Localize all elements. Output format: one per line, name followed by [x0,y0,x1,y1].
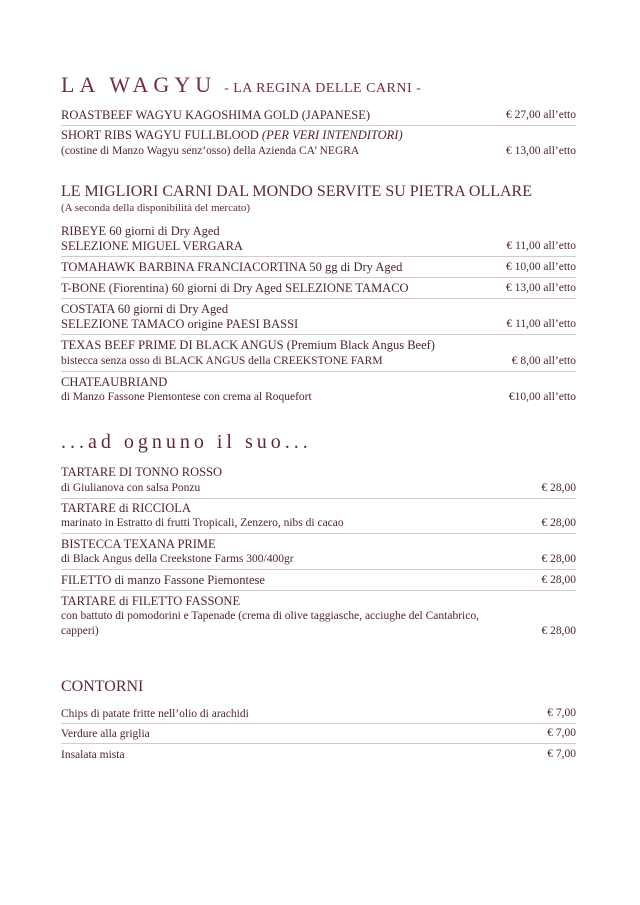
menu-item-price: €10,00 all’etto [508,391,576,403]
divider [61,743,576,744]
carni-note: (A seconda della disponibilità del mercato) [61,202,251,214]
menu-item-price: € 7,00 [547,707,576,719]
contorni-title: CONTORNI [61,678,144,695]
wagyu-title: LA WAGYU [61,72,217,97]
menu-item-description: (costine di Manzo Wagyu senz’osso) della Azienda CA’ NEGRA [61,145,360,157]
divider [61,125,576,126]
menu-item-description: con battuto di pomodorini e Tapenade (crema di olive taggiasche, acciughe del Cantabrico, [61,610,479,622]
menu-item-name: CHATEAUBRIAND [61,375,168,389]
divider [61,334,576,335]
divider [61,371,576,372]
menu-item-price: € 28,00 [541,625,576,637]
divider [61,256,576,257]
menu-item-name: T-BONE (Fiorentina) 60 giorni di Dry Aged SELEZIONE TAMACO [61,281,409,295]
menu-item-name: BISTECCA TEXANA PRIME [61,537,216,551]
menu-item-price: € 8,00 all’etto [511,355,576,367]
divider [61,569,576,570]
carni-title: LE MIGLIORI CARNI DAL MONDO SERVITE SU PIETRA OLLARE [61,183,532,200]
menu-item-name: Chips di patate fritte nell’olio di arachidi [61,708,249,720]
menu-item-description: marinato in Estratto di frutti Tropicali, Zenzero, nibs di cacao [61,517,344,529]
menu-item-description: SELEZIONE MIGUEL VERGARA [61,239,243,253]
menu-item-description: bistecca senza osso di BLACK ANGUS della CREEKSTONE FARM [61,355,383,367]
menu-item-price: € 28,00 [541,553,576,565]
menu-item-description: di Manzo Fassone Piemontese con crema al Roquefort [61,391,312,403]
divider [61,533,576,534]
menu-item-price: € 28,00 [541,517,576,529]
menu-item-name: TARTARE DI TONNO ROSSO [61,465,223,479]
divider [61,277,576,278]
menu-item-name-italic: (PER VERI INTENDITORI) [261,128,403,142]
menu-item-description: di Giulianova con salsa Ponzu [61,482,201,494]
wagyu-subtitle: - LA REGINA DELLE CARNI - [224,81,422,96]
menu-item-description: SELEZIONE TAMACO origine PAESI BASSI [61,317,299,331]
menu-item-name: COSTATA 60 giorni di Dry Aged [61,302,229,316]
menu-item-name: FILETTO di manzo Fassone Piemontese [61,573,265,587]
divider [61,498,576,499]
menu-item-price: € 28,00 [541,574,576,586]
ognuno-title: ...ad ognuno il suo... [61,431,312,453]
menu-item-price: € 13,00 all’etto [506,282,576,294]
menu-item-price: € 10,00 all’etto [506,261,576,273]
menu-item-price: € 11,00 all’etto [506,318,576,330]
menu-item-description: capperi) [61,625,99,637]
menu-item-name: TARTARE di RICCIOLA [61,501,191,515]
menu-item-name [61,128,403,143]
menu-item-name: Verdure alla griglia [61,728,150,740]
menu-item-price: € 7,00 [547,727,576,739]
menu-item-price: € 11,00 all’etto [506,240,576,252]
menu-item-description: di Black Angus della Creekstone Farms 300/400gr [61,553,294,565]
divider [61,723,576,724]
menu-item-name: TOMAHAWK BARBINA FRANCIACORTINA 50 gg di Dry Aged [61,260,403,274]
divider [61,298,576,299]
menu-item-price: € 27,00 all’etto [506,109,576,121]
menu-item-name: TARTARE di FILETTO FASSONE [61,594,241,608]
menu-item-price: € 7,00 [547,748,576,760]
menu-item-name-text: SHORT RIBS WAGYU FULLBLOOD [61,128,259,142]
menu-item-name: TEXAS BEEF PRIME DI BLACK ANGUS (Premium Black Angus Beef) [61,338,435,352]
menu-item-price: € 13,00 all’etto [506,145,576,157]
menu-item-price: € 28,00 [541,482,576,494]
menu-item-name: Insalata mista [61,749,125,761]
menu-item-name: ROASTBEEF WAGYU KAGOSHIMA GOLD (JAPANESE) [61,108,371,122]
wagyu-heading [61,72,421,98]
menu-item-name: RIBEYE 60 giorni di Dry Aged [61,224,220,238]
divider [61,590,576,591]
